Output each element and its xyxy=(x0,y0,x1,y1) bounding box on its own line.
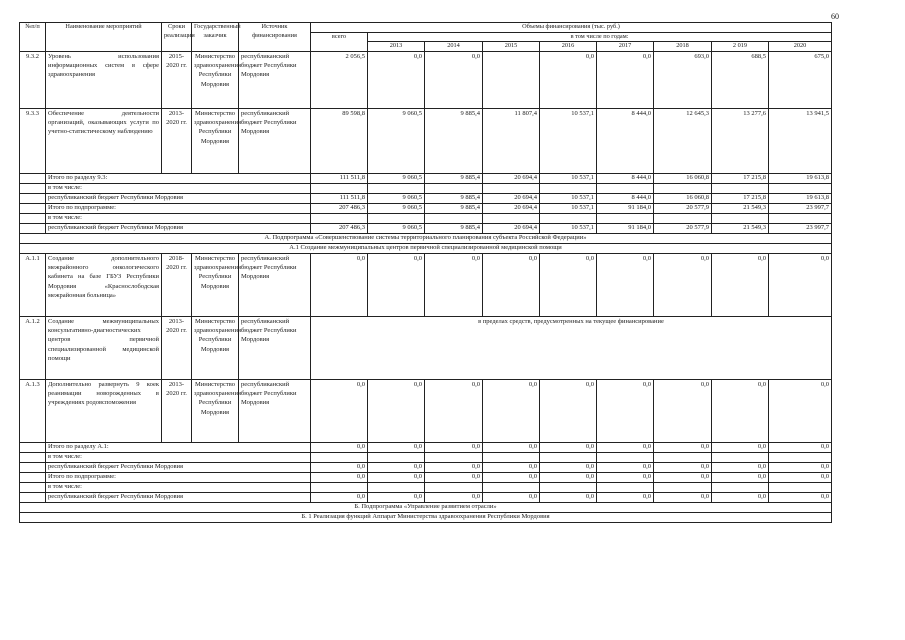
summary-row xyxy=(20,213,832,223)
summary-year-value: 16 060,8 xyxy=(654,193,712,203)
summary-year-value: 0,0 xyxy=(425,442,483,452)
event-year-value: 693,0 xyxy=(654,51,712,108)
summary-year-value: 0,0 xyxy=(712,472,769,482)
subprogram-b-title: Б. Подпрограмма «Управление развитием отрасли» xyxy=(20,502,832,512)
summary-year-value: 0,0 xyxy=(483,472,540,482)
summary-row xyxy=(20,203,832,213)
summary-year-value: 9 885,4 xyxy=(425,193,483,203)
year-2020: 2020 xyxy=(769,42,832,52)
summary-label: республиканский бюджет Республики Мордовия xyxy=(46,223,311,233)
summary-year-value xyxy=(597,183,654,193)
summary-year-value: 10 537,1 xyxy=(540,223,597,233)
event-year-value: 0,0 xyxy=(769,379,832,442)
summary-year-value: 91 184,0 xyxy=(597,203,654,213)
event-terms: 2018-2020 гг. xyxy=(162,253,192,316)
event-year-value: 13 941,5 xyxy=(769,108,832,173)
summary-year-value xyxy=(483,213,540,223)
summary-year-value xyxy=(483,452,540,462)
event-year-value xyxy=(483,51,540,108)
header-terms: Сроки реализации xyxy=(162,23,192,52)
header-total: всего xyxy=(311,32,368,51)
summary-year-value: 10 537,1 xyxy=(540,193,597,203)
event-customer: Министерство здравоохранения Республики Мордовия xyxy=(192,51,239,108)
summary-year-value: 0,0 xyxy=(597,442,654,452)
summary-year-value: 9 885,4 xyxy=(425,173,483,183)
summary-year-value: 0,0 xyxy=(654,492,712,502)
event-funding-note: в пределах средств, предусмотренных на текущее финансирование xyxy=(311,316,832,379)
summary-year-value xyxy=(368,452,425,462)
summary-label: республиканский бюджет Республики Мордовия xyxy=(46,193,311,203)
summary-year-value: 10 537,1 xyxy=(540,203,597,213)
summary-year-value: 21 549,3 xyxy=(712,203,769,213)
event-source: республиканский бюджет Республики Мордовия xyxy=(239,108,311,173)
year-2017: 2017 xyxy=(597,42,654,52)
summary-row xyxy=(20,193,832,203)
summary-year-value: 0,0 xyxy=(425,462,483,472)
summary-year-value: 19 613,8 xyxy=(769,193,832,203)
event-customer: Министерство здравоохранения Республики Мордовия xyxy=(192,316,239,379)
event-year-value: 0,0 xyxy=(597,51,654,108)
financing-table-sheet xyxy=(19,22,831,523)
event-total: 2 056,5 xyxy=(311,51,368,108)
summary-label: в том числе: xyxy=(46,183,311,193)
financing-table xyxy=(19,22,832,523)
subprogram-a-title: А. Подпрограмма «Совершенствование системы территориального планирования субъекта Российской Федерации» xyxy=(20,233,832,243)
year-2015: 2015 xyxy=(483,42,540,52)
summary-year-value: 20 694,4 xyxy=(483,223,540,233)
summary-year-value: 9 060,5 xyxy=(368,173,425,183)
summary-total: 111 511,8 xyxy=(311,193,368,203)
event-year-value: 0,0 xyxy=(368,253,425,316)
section-b1-title-row xyxy=(20,512,832,522)
event-source: республиканский бюджет Республики Мордовия xyxy=(239,253,311,316)
summary-year-value: 9 060,5 xyxy=(368,203,425,213)
summary-year-value xyxy=(597,213,654,223)
event-year-value: 0,0 xyxy=(425,51,483,108)
summary-year-value: 0,0 xyxy=(540,472,597,482)
summary-year-value: 20 577,9 xyxy=(654,203,712,213)
event-year-value: 688,5 xyxy=(712,51,769,108)
summary-label: республиканский бюджет Республики Мордовия xyxy=(46,462,311,472)
section-b1-title: Б. 1 Реализация функций Аппарат Министерства здравоохранения Республики Мордовия xyxy=(20,512,832,522)
header-num: №п/п xyxy=(20,23,46,52)
year-2018: 2018 xyxy=(654,42,712,52)
event-name: Создание межмуниципальных консультативно-диагностических центров первичной специализированной медицинской помощи xyxy=(46,316,162,379)
summary-row xyxy=(20,223,832,233)
summary-year-value: 23 997,7 xyxy=(769,203,832,213)
event-year-value: 9 060,5 xyxy=(368,108,425,173)
event-year-value: 0,0 xyxy=(540,51,597,108)
event-year-value: 13 277,6 xyxy=(712,108,769,173)
summary-year-value: 8 444,0 xyxy=(597,173,654,183)
event-num: А.1.1 xyxy=(20,253,46,316)
summary-row xyxy=(20,482,832,492)
page-number: 60 xyxy=(831,12,839,21)
summary-year-value xyxy=(368,183,425,193)
summary-year-value: 9 885,4 xyxy=(425,223,483,233)
summary-year-value: 9 060,5 xyxy=(368,223,425,233)
summary-year-value: 10 537,1 xyxy=(540,173,597,183)
year-2019: 2 019 xyxy=(712,42,769,52)
summary-num-cell xyxy=(20,223,46,233)
summary-total: 0,0 xyxy=(311,442,368,452)
summary-year-value xyxy=(483,482,540,492)
event-source: республиканский бюджет Республики Мордовия xyxy=(239,379,311,442)
summary-year-value: 0,0 xyxy=(654,442,712,452)
summary-total: 0,0 xyxy=(311,472,368,482)
summary-year-value xyxy=(654,213,712,223)
event-total: 0,0 xyxy=(311,253,368,316)
summary-label: Итого по подпрограмме: xyxy=(46,472,311,482)
event-name: Создание дополнительного межрайонного онкологического кабинета на базе ГБУЗ Республики Мордовия «Краснослободская межрайонная больница» xyxy=(46,253,162,316)
summary-label: Итого по разделу А.1: xyxy=(46,442,311,452)
summary-year-value: 17 215,8 xyxy=(712,193,769,203)
summary-year-value: 17 215,8 xyxy=(712,173,769,183)
summary-year-value: 9 885,4 xyxy=(425,203,483,213)
summary-total: 0,0 xyxy=(311,492,368,502)
summary-row xyxy=(20,492,832,502)
summary-year-value: 0,0 xyxy=(712,462,769,472)
summary-num-cell xyxy=(20,193,46,203)
event-year-value: 0,0 xyxy=(597,253,654,316)
event-num: А.1.2 xyxy=(20,316,46,379)
summary-year-value: 0,0 xyxy=(769,492,832,502)
event-year-value: 0,0 xyxy=(425,379,483,442)
summary-year-value xyxy=(769,183,832,193)
summary-year-value: 20 694,4 xyxy=(483,173,540,183)
summary-year-value xyxy=(368,213,425,223)
summary-year-value: 0,0 xyxy=(425,492,483,502)
summary-year-value: 0,0 xyxy=(654,472,712,482)
event-year-value: 0,0 xyxy=(425,253,483,316)
summary-total xyxy=(311,213,368,223)
summary-row xyxy=(20,442,832,452)
summary-num-cell xyxy=(20,183,46,193)
summary-year-value: 0,0 xyxy=(540,442,597,452)
summary-year-value: 20 577,9 xyxy=(654,223,712,233)
event-terms: 2013-2020 гг. xyxy=(162,316,192,379)
summary-total xyxy=(311,183,368,193)
event-num: 9.3.3 xyxy=(20,108,46,173)
header-by-years: в том числе по годам: xyxy=(368,32,832,42)
summary-year-value xyxy=(540,183,597,193)
summary-year-value xyxy=(425,452,483,462)
summary-year-value: 0,0 xyxy=(712,492,769,502)
event-row xyxy=(20,316,832,379)
summary-row xyxy=(20,173,832,183)
summary-year-value xyxy=(654,452,712,462)
header-source: Источник финансирования xyxy=(239,23,311,52)
summary-year-value: 16 060,8 xyxy=(654,173,712,183)
summary-year-value: 0,0 xyxy=(483,442,540,452)
summary-year-value: 20 694,4 xyxy=(483,203,540,213)
summary-year-value xyxy=(712,452,769,462)
event-customer: Министерство здравоохранения Республики Мордовия xyxy=(192,253,239,316)
summary-total xyxy=(311,482,368,492)
section-a1-title-row xyxy=(20,243,832,253)
event-year-value: 8 444,0 xyxy=(597,108,654,173)
event-year-value: 0,0 xyxy=(540,253,597,316)
summary-label: Итого по разделу 9.3: xyxy=(46,173,311,183)
summary-year-value xyxy=(540,452,597,462)
section-a1-title: А.1 Создание межмуниципальных центров первичной специализированной медицинской помощи xyxy=(20,243,832,253)
summary-year-value: 21 549,3 xyxy=(712,223,769,233)
summary-year-value xyxy=(597,452,654,462)
summary-row xyxy=(20,472,832,482)
summary-year-value: 0,0 xyxy=(597,492,654,502)
summary-year-value: 8 444,0 xyxy=(597,193,654,203)
summary-year-value xyxy=(425,183,483,193)
summary-year-value: 0,0 xyxy=(769,442,832,452)
summary-num-cell xyxy=(20,173,46,183)
header-volumes: Объемы финансирования (тыс. руб.) xyxy=(311,23,832,33)
summary-year-value: 0,0 xyxy=(368,472,425,482)
event-year-value: 0,0 xyxy=(368,51,425,108)
summary-row xyxy=(20,183,832,193)
event-num: А.1.3 xyxy=(20,379,46,442)
summary-year-value: 9 060,5 xyxy=(368,193,425,203)
year-2014: 2014 xyxy=(425,42,483,52)
summary-year-value: 0,0 xyxy=(368,492,425,502)
summary-row xyxy=(20,462,832,472)
summary-year-value: 0,0 xyxy=(654,462,712,472)
summary-num-cell xyxy=(20,213,46,223)
event-year-value: 0,0 xyxy=(368,379,425,442)
event-year-value: 0,0 xyxy=(483,253,540,316)
event-total: 0,0 xyxy=(311,379,368,442)
event-source: республиканский бюджет Республики Мордовия xyxy=(239,316,311,379)
summary-year-value xyxy=(769,213,832,223)
summary-year-value xyxy=(483,183,540,193)
event-row xyxy=(20,253,832,316)
event-num: 9.3.2 xyxy=(20,51,46,108)
event-year-value: 11 807,4 xyxy=(483,108,540,173)
summary-total: 0,0 xyxy=(311,462,368,472)
summary-year-value xyxy=(769,452,832,462)
summary-year-value xyxy=(425,482,483,492)
summary-label: республиканский бюджет Республики Мордовия xyxy=(46,492,311,502)
summary-num-cell xyxy=(20,452,46,462)
summary-total: 207 486,3 xyxy=(311,203,368,213)
summary-year-value: 0,0 xyxy=(368,442,425,452)
summary-year-value: 0,0 xyxy=(769,472,832,482)
summary-year-value xyxy=(712,213,769,223)
summary-year-value xyxy=(654,183,712,193)
summary-year-value xyxy=(368,482,425,492)
event-row xyxy=(20,379,832,442)
summary-year-value: 0,0 xyxy=(540,462,597,472)
summary-label: в том числе: xyxy=(46,213,311,223)
event-row xyxy=(20,51,832,108)
event-year-value: 0,0 xyxy=(483,379,540,442)
summary-year-value xyxy=(712,482,769,492)
event-year-value: 0,0 xyxy=(712,379,769,442)
summary-total: 207 486,3 xyxy=(311,223,368,233)
event-terms: 2015-2020 гг. xyxy=(162,51,192,108)
summary-num-cell xyxy=(20,472,46,482)
summary-year-value xyxy=(654,482,712,492)
header-customer: Государственный заказчик xyxy=(192,23,239,52)
summary-num-cell xyxy=(20,462,46,472)
event-year-value: 675,0 xyxy=(769,51,832,108)
event-terms: 2013-2020 гг. xyxy=(162,108,192,173)
summary-year-value: 0,0 xyxy=(712,442,769,452)
event-year-value: 0,0 xyxy=(540,379,597,442)
summary-num-cell xyxy=(20,203,46,213)
event-year-value: 0,0 xyxy=(712,253,769,316)
summary-total xyxy=(311,452,368,462)
summary-year-value xyxy=(540,213,597,223)
event-row xyxy=(20,108,832,173)
summary-label: Итого по подпрограмме: xyxy=(46,203,311,213)
summary-year-value: 0,0 xyxy=(769,462,832,472)
summary-year-value: 0,0 xyxy=(597,472,654,482)
event-customer: Министерство здравоохранения Республики Мордовия xyxy=(192,379,239,442)
event-source: республиканский бюджет Республики Мордовия xyxy=(239,51,311,108)
header-event: Наименование мероприятий xyxy=(46,23,162,52)
summary-num-cell xyxy=(20,492,46,502)
summary-year-value: 20 694,4 xyxy=(483,193,540,203)
year-2013: 2013 xyxy=(368,42,425,52)
event-customer: Министерство здравоохранения Республики Мордовия xyxy=(192,108,239,173)
event-year-value: 10 537,1 xyxy=(540,108,597,173)
year-2016: 2016 xyxy=(540,42,597,52)
summary-year-value xyxy=(425,213,483,223)
summary-row xyxy=(20,452,832,462)
event-total: 89 598,8 xyxy=(311,108,368,173)
event-year-value: 0,0 xyxy=(654,379,712,442)
event-year-value: 0,0 xyxy=(597,379,654,442)
summary-label: в том числе: xyxy=(46,482,311,492)
summary-num-cell xyxy=(20,442,46,452)
summary-year-value: 0,0 xyxy=(368,462,425,472)
event-year-value: 0,0 xyxy=(654,253,712,316)
event-terms: 2013-2020 гг. xyxy=(162,379,192,442)
summary-year-value: 91 184,0 xyxy=(597,223,654,233)
summary-year-value: 0,0 xyxy=(540,492,597,502)
event-year-value: 9 885,4 xyxy=(425,108,483,173)
summary-year-value xyxy=(597,482,654,492)
event-name: Дополнительно развернуть 9 коек реанимации новорожденных в учреждениях родовспоможения xyxy=(46,379,162,442)
subprogram-a-title-row xyxy=(20,233,832,243)
summary-year-value xyxy=(769,482,832,492)
summary-label: в том числе: xyxy=(46,452,311,462)
summary-year-value: 23 997,7 xyxy=(769,223,832,233)
subprogram-b-title-row xyxy=(20,502,832,512)
event-name: Обеспечение деятельности организаций, оказывающих услуги по учетно-статистическому наблюдению xyxy=(46,108,162,173)
summary-year-value: 0,0 xyxy=(425,472,483,482)
summary-year-value: 0,0 xyxy=(483,462,540,472)
event-name: Уровень использования информационных систем в сфере здравоохранения xyxy=(46,51,162,108)
event-year-value: 12 645,3 xyxy=(654,108,712,173)
summary-total: 111 511,8 xyxy=(311,173,368,183)
summary-year-value xyxy=(540,482,597,492)
event-year-value: 0,0 xyxy=(769,253,832,316)
summary-num-cell xyxy=(20,482,46,492)
summary-year-value: 19 613,8 xyxy=(769,173,832,183)
summary-year-value: 0,0 xyxy=(483,492,540,502)
summary-year-value xyxy=(712,183,769,193)
summary-year-value: 0,0 xyxy=(597,462,654,472)
